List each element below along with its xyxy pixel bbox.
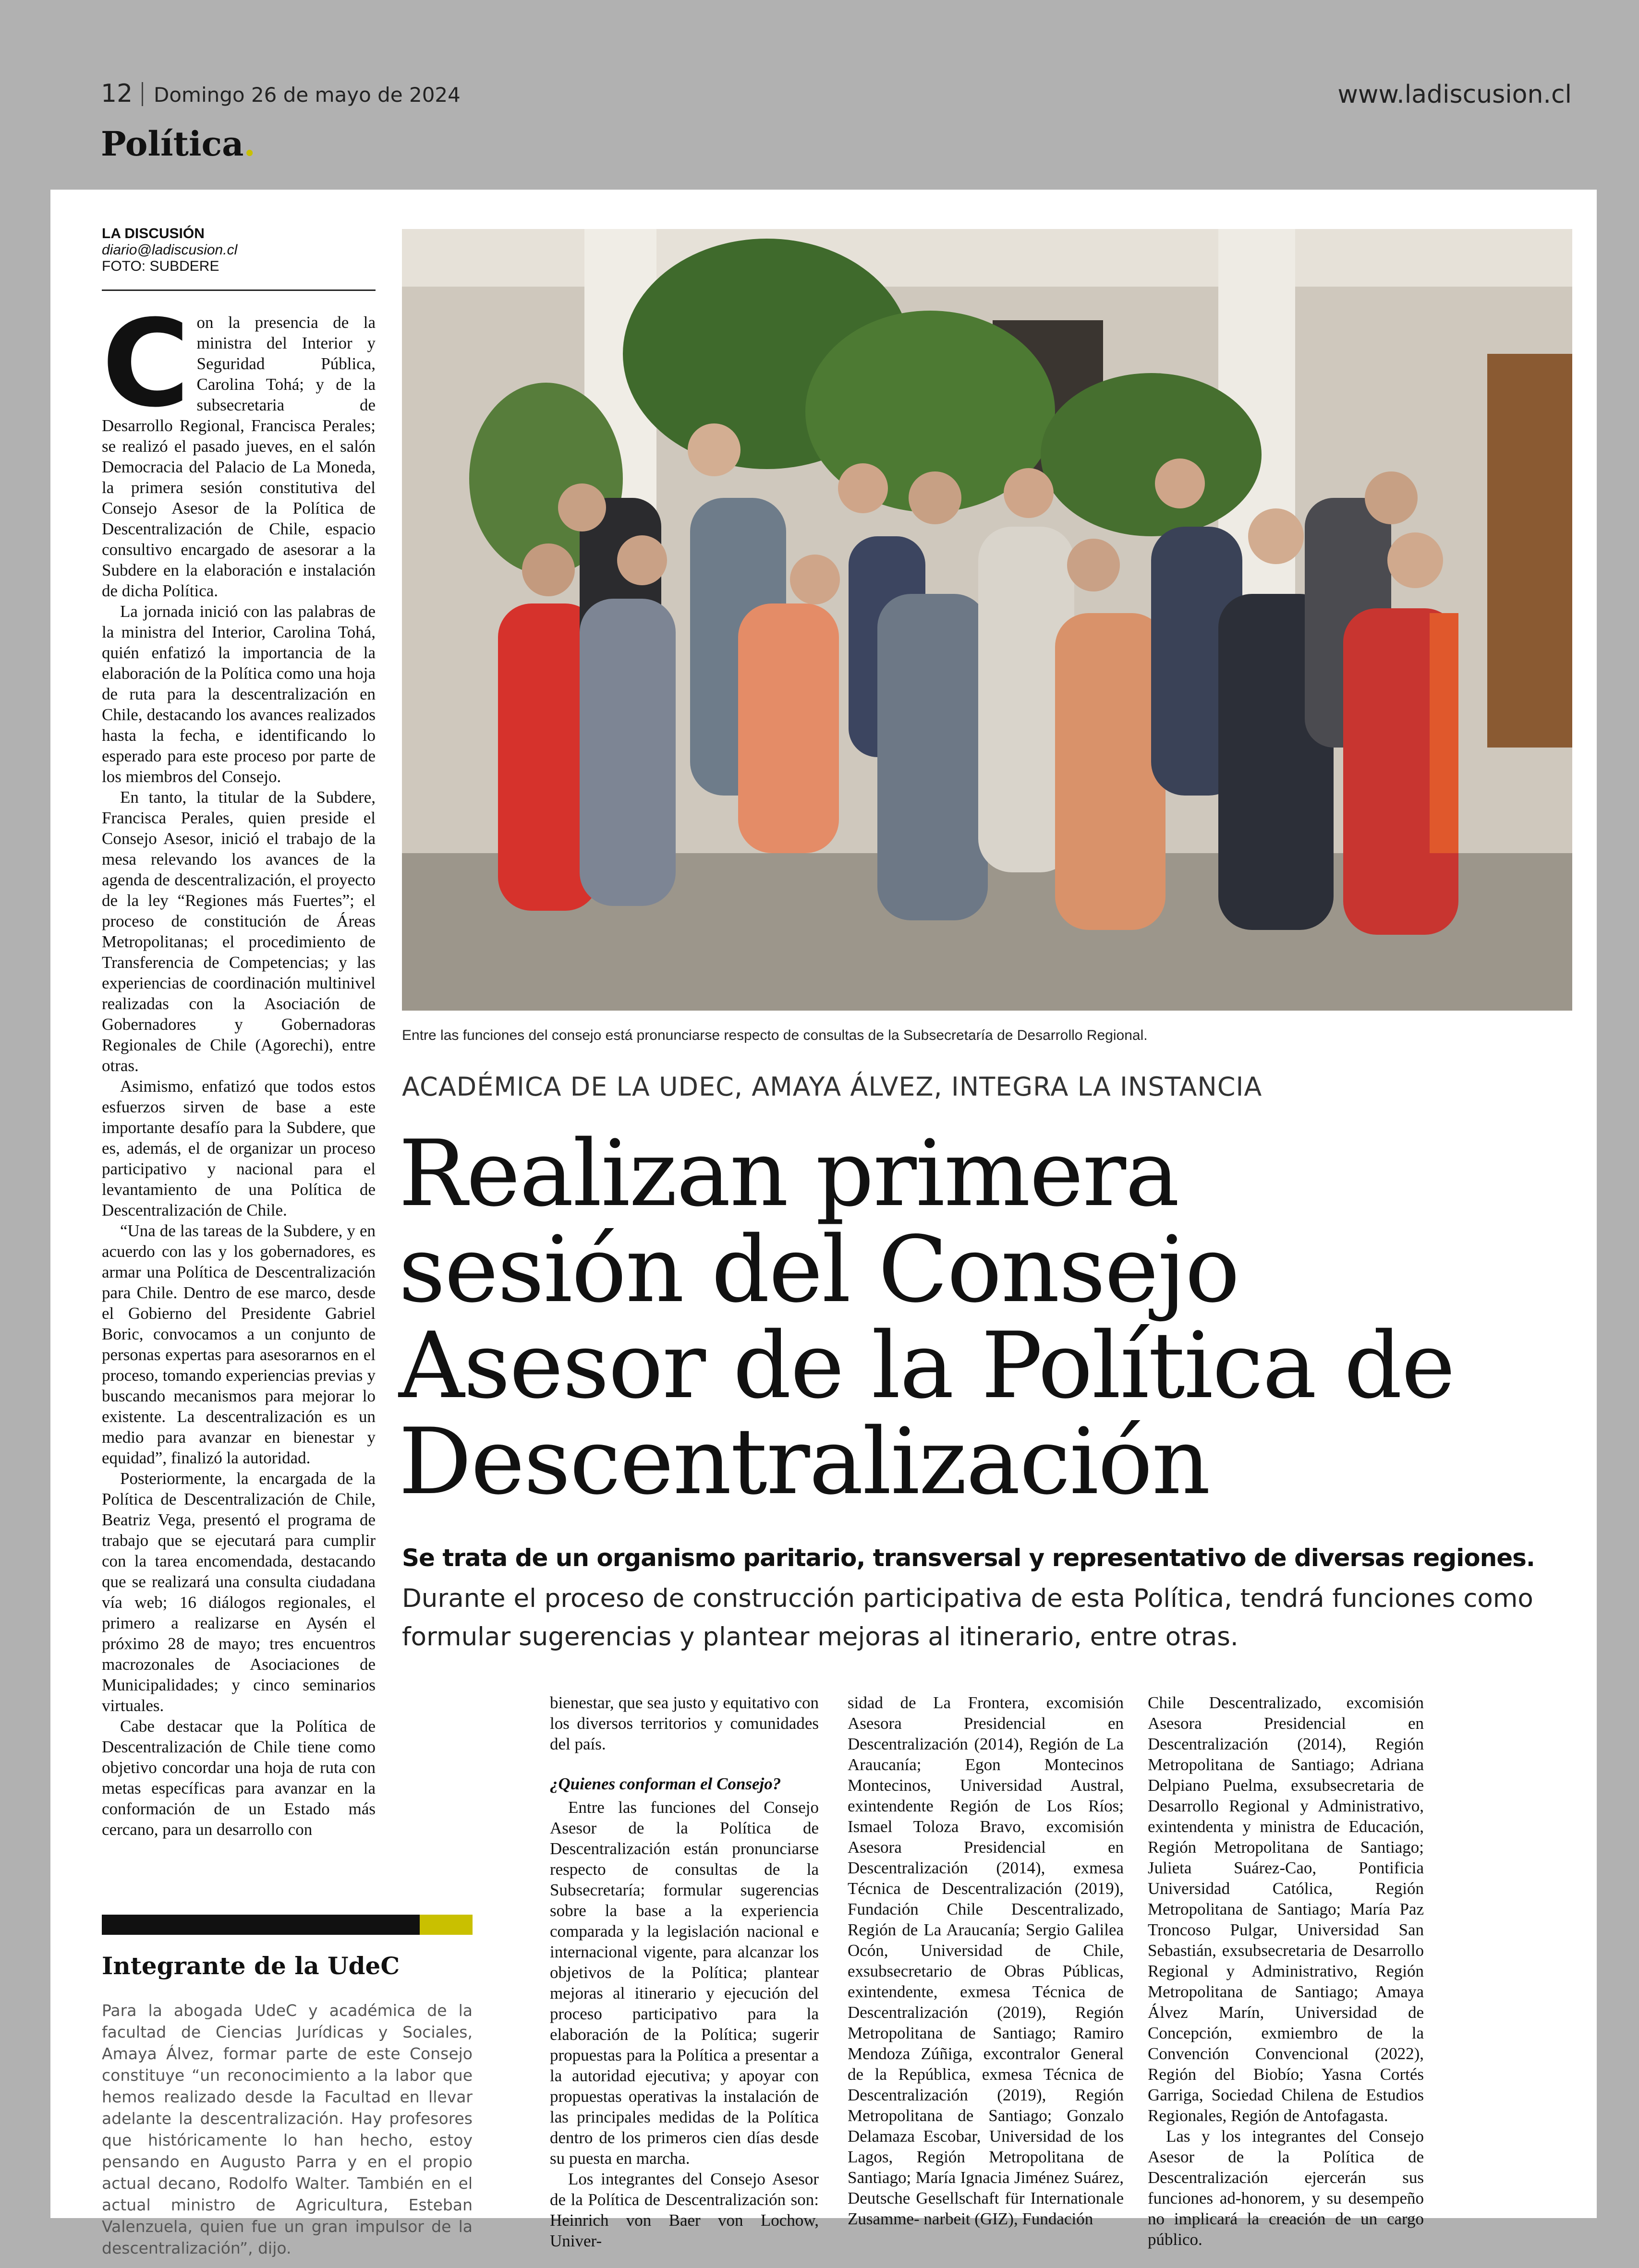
body-paragraph: Entre las funciones del Consejo Asesor de la Política de Descentralización están pronunciarse respecto de consultas de la Subsecretaría; formular sugerencias sobre la base a la experiencia comparada y la legislación nacional e internacional vigente, para alcanzar los objetivos de la Política; plantear mejoras al itinerario y ejecución del proceso participativo para la elaboración de la Política; sugerir propuestas para la Política a presentar a la autoridad ejecutiva; y apoyar con propuestas operativas la instalación de las principales medidas de la Política dentro de los primeros cien días desde su puesta en marcha. <box>550 1798 819 2168</box>
body-paragraph: bienestar, que sea justo y equitativo con los diversos territorios y comunidades del país. <box>550 1693 819 1753</box>
body-paragraph: Cabe destacar que la Política de Descentralización de Chile tiene como objetivo concordar una hoja de ruta con metas específicas para avanzar en la conformación de un Estado más cercano, para un desarrollo con <box>102 1717 376 1839</box>
issue-date: Domingo 26 de mayo de 2024 <box>154 83 461 107</box>
sidebar-rule-accent <box>420 1915 473 1935</box>
headline-line-2: sesión del Consejo <box>399 1217 1239 1323</box>
byline <box>102 226 376 275</box>
lead-paragraph <box>102 294 376 601</box>
body-paragraph: “Una de las tareas de la Subdere, y en acuerdo con las y los gobernadores, es armar una Política de Descentralización para Chile. Dentro de ese marco, desde el Gobierno del Presidente Gabriel Boric, convocamos a un conjunto de personas expertas para asesorarnos en el proceso, tomando experiencias previas y buscando mecanismos para mejorar lo existente. La descentralización es un medio para avanzar en bienestar y equidad”, finalizó la autoridad. <box>102 1221 376 1467</box>
body-column-4 <box>1148 1692 1424 2249</box>
body-paragraph: Posteriormente, la encargada de la Política de Descentralización de Chile, Beatriz Vega, presentó el programa de trabajo que se ejecutará para cumplir con la tarea encomendada, destacando que se realizará una consulta ciudadana vía web; 16 diálogos regionales, el primero a realizarse en Aysén el próximo 28 de mayo; tres encuentros macrozonales de Asociaciones de Municipalidades; y cinco seminarios virtuales. <box>102 1469 376 1715</box>
deck-summary: Durante el proceso de construcción participativa de esta Política, tendrá funciones como formular sugerencias y plantear mejoras al itinerario, entre otras. <box>402 1584 1533 1652</box>
headline-line-4: Descentralización <box>399 1409 1210 1515</box>
group-photo-illustration <box>402 229 1572 1011</box>
header-divider <box>142 82 143 106</box>
body-column-2 <box>550 1692 819 2250</box>
group-photo <box>402 229 1572 1011</box>
body-paragraph: sidad de La Frontera, excomisión Asesora Presidencial en Descentralización (2014), Región de La Araucanía; Egon Montecinos Montecinos, Universidad Austral, exintendente Región de Los Ríos; Ismael Toloza Bravo, excomisión Asesora Presidencial en Descentralización (2014), exmesa Técnica de Descentralización (2019), Fundación Chile Descentralizado, Región de La Araucanía; Sergio Galilea Ocón, Universidad de Chile, exsubsecretario de Obras Públicas, exintendente, exmesa Técnica de Descentralización (2019), Región Metropolitana de Santiago; Ramiro Mendoza Zúñiga, excontralor General de la República, exmesa Técnica de Descentralización (2019), Región Metropolitana de Santiago; Gonzalo Delamaza Escobar, Universidad de los Lagos, Región Metropolitana de Santiago; María Ignacia Jiménez Suárez, Deutsche Gesellschaft für Internationale Zusamme- narbeit (GIZ), Fundación <box>848 1693 1124 2228</box>
body-paragraph: En tanto, la titular de la Subdere, Francisca Perales, quien preside el Consejo Asesor, inició el trabajo de la mesa relevando los avances de la agenda de descentralización, el proyecto de la ley “Regiones más Fuertes”; el proceso de constitución de Áreas Metropolitanas; el procedimiento de Transferencia de Competencias; y las experiencias de coordinación multinivel realizadas con la Asociación de Gobernadores y Gobernadoras Regionales de Chile (Agorechi), entre otras. <box>102 788 376 1075</box>
website-link[interactable]: www.ladiscusion.cl <box>1337 80 1572 109</box>
byline-divider <box>102 290 376 291</box>
deck-summary-bold: Se trata de un organismo paritario, transversal y representativo de diversas regiones. <box>402 1544 1535 1572</box>
photo-caption: Entre las funciones del consejo está pronunciarse respecto de consultas de la Subsecretaría de Desarrollo Regional. <box>402 1027 1148 1043</box>
body-paragraph: Los integrantes del Consejo Asesor de la Política de Descentralización son: Heinrich von Baer von Lochow, Univer- <box>550 2170 819 2250</box>
body-column-1 <box>102 294 376 1906</box>
subhead: ¿Quienes conforman el Consejo? <box>550 1774 781 1793</box>
headline-line-3: Asesor de la Política de <box>399 1313 1455 1419</box>
body-paragraph: Chile Descentralizado, excomisión Asesora Presidencial en Descentralización (2014), Región Metropolitana de Santiago; Adriana Delpiano Puelma, exsubsecretaria de Desarrollo Regional y Administrativo, exintendenta y ministra de Educación, Región Metropolitana de Santiago; Julieta Suárez-Cao, Pontificia Universidad Católica, Región Metropolitana de Santiago; María Paz Troncoso Pulgar, Universidad San Sebastián, exsubsecretaria de Desarrollo Regional y Administrativo, Región Metropolitana de Santiago; Amaya Álvez Marín, Universidad de Concepción, exmiembro de la Convención Convencional (2022), Región del Biobío; Yasna Cortés Garriga, Sociedad Chilena de Estudios Regionales, Región de Antofagasta. <box>1148 1693 1424 2125</box>
section-label: Política <box>101 124 244 164</box>
byline-publication: LA DISCUSIÓN <box>102 226 205 241</box>
body-column-3 <box>848 1692 1124 2228</box>
byline-email: diario@ladiscusion.cl <box>102 242 238 258</box>
kicker: ACADÉMICA DE LA UDEC, AMAYA ÁLVEZ, INTEGRA LA INSTANCIA <box>402 1072 1263 1102</box>
drop-cap: C <box>102 294 190 434</box>
lead-text: on la presencia de la ministra del Interior y Seguridad Pública, Carolina Tohá; y de la subsecretaria de Desarrollo Regional, Francisca Perales; se realizó el pasado jueves, en el salón Democracia del Palacio de La Moneda, la primera sesión constitutiva del Consejo Asesor de la Política de Descentralización de Chile, espacio consultivo encargado de asesorar a la Subdere en la elaboración e instalación de dicha Política. <box>102 313 376 600</box>
body-paragraph: Asimismo, enfatizó que todos estos esfuerzos sirven de base a este importante desafío para la Subdere, que es, además, el de organizar un proceso participativo y nacional para el levantamiento de una Política de Descentralización de Chile. <box>102 1077 376 1219</box>
sidebar-title: Integrante de la UdeC <box>102 1952 400 1980</box>
body-paragraph: La jornada inició con las palabras de la ministra del Interior, Carolina Tohá, quién enfatizó la importancia de la elaboración de la Política como una hoja de ruta para la descentralización en Chile, destacando los avances realizados hasta la fecha, e identificando lo esperado para este proceso por parte de los miembros del Consejo. <box>102 602 376 786</box>
section-dot: . <box>243 124 255 164</box>
section-title <box>101 124 255 164</box>
body-paragraph: Las y los integrantes del Consejo Asesor de la Política de Descentralización ejercerán sus funciones ad-honorem, y su desempeño no implicará la creación de un cargo público. <box>1148 2127 1424 2249</box>
page-number: 12 <box>101 79 133 108</box>
photo-credit: FOTO: SUBDERE <box>102 258 219 274</box>
headline <box>399 1121 1570 1515</box>
sidebar-text: Para la abogada UdeC y académica de la facultad de Ciencias Jurídicas y Sociales, Amaya Álvez, formar parte de este Consejo constituye “un reconocimiento a la labor que hemos realizado desde la Facultad en llevar adelante la descentralización. Hay profesores que históricamente lo han hecho, estoy pensando en Augusto Parra y en el propio actual decano, Rodolfo Walter. También en el actual ministro de Agricultura, Esteban Valenzuela, quien fue un gran impulsor de la descentralización”, dijo. <box>102 2001 473 2257</box>
sidebar-rule <box>102 1915 473 1935</box>
page-header <box>101 79 1572 113</box>
headline-line-1: Realizan primera <box>399 1121 1179 1227</box>
